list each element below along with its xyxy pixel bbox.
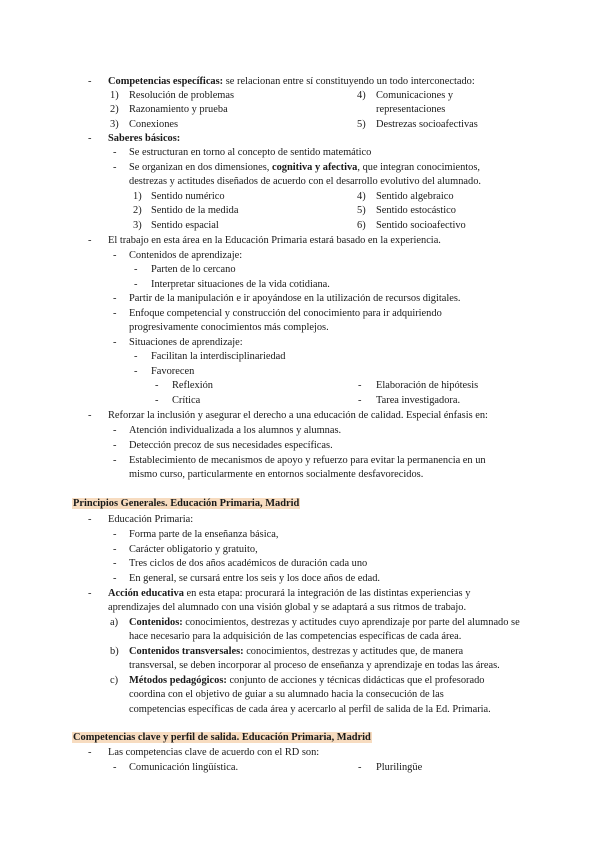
bullet: - [134,366,138,377]
list-number: 4) [357,191,366,202]
list-item: Sentido algebraico [376,191,454,202]
list-number: b) [110,646,119,657]
saberes-text: Se organizan en dos dimensiones, [129,162,272,173]
bullet: - [88,76,92,87]
contenidos-label: Contenidos: [129,617,183,628]
competencias-especificas-line [108,75,475,89]
contenidos-text: conocimientos, destrezas y actitudes cuyo aprendizaje por parte del alumnado se [182,617,520,628]
list-item: Destrezas socioafectivas [376,119,478,130]
bullet: - [113,544,117,555]
trabajo-intro: El trabajo en esta área en la Educación Primaria estará basado en la experiencia. [108,235,441,246]
metodos-text: conjunto de acciones y técnicas didácticas que el profesorado [226,675,485,686]
contenidos-line [129,616,520,630]
principios-heading: Principios Generales. Educación Primaria, Madrid [73,498,300,509]
bullet: - [113,762,117,773]
saberes-line: destrezas y actitudes diseñados de acuerdo con el desarrollo evolutivo del alumnado. [129,176,482,187]
competencias-especificas-text: se relacionan entre sí constituyendo un todo interconectado: [223,76,475,87]
bullet: - [113,455,117,466]
metodos-line [129,674,484,688]
list-number: 5) [357,205,366,216]
competencias-clave-intro: Las competencias clave de acuerdo con el RD son: [108,747,320,758]
list-item: Favorecen [151,366,195,377]
section-heading [72,497,300,511]
list-item: Sentido socioafectivo [376,220,466,231]
competencias-clave-heading: Competencias clave y perfil de salida. Educación Primaria, Madrid [73,732,371,743]
bullet: - [113,573,117,584]
bullet: - [358,380,362,391]
trabajo-situaciones: Situaciones de aprendizaje: [129,337,243,348]
list-item: Enfoque competencial y construcción del conocimiento para ir adquiriendo [129,308,442,319]
bullet: - [358,762,362,773]
bullet: - [113,529,117,540]
list-item: Carácter obligatorio y gratuito, [129,544,258,555]
bullet: - [113,250,117,261]
list-item: Crítica [172,395,201,406]
bullet: - [113,162,117,173]
saberes-text: , que integran conocimientos, [357,162,481,173]
list-item: Forma parte de la enseñanza básica, [129,529,279,540]
list-item: Comunicaciones y [376,90,454,101]
bullet: - [88,235,92,246]
list-item: Sentido numérico [151,191,225,202]
accion-label: Acción educativa [108,588,184,599]
saberes-line: Se estructuran en torno al concepto de sentido matemático [129,147,372,158]
transversales-text: conocimientos, destrezas y actitudes que, de manera [243,646,464,657]
list-number: a) [110,617,119,628]
bullet: - [113,558,117,569]
saberes-line [129,161,480,175]
list-item: mismo curso, particularmente en entornos socialmente desfavorecidos. [129,469,424,480]
transversales-line: transversal, se deben incorporar al proceso de enseñanza y aprendizaje en todas las áreas. [129,660,500,671]
bullet: - [134,264,138,275]
transversales-line [129,645,463,659]
trabajo-contenidos: Contenidos de aprendizaje: [129,250,243,261]
list-number: 5) [357,119,366,130]
bullet: - [155,380,159,391]
list-item: Comunicación lingüística. [129,762,239,773]
list-item: Partir de la manipulación e ir apoyándose en la utilización de recursos digitales. [129,293,461,304]
list-item: Sentido espacial [151,220,219,231]
list-item: En general, se cursará entre los seis y los doce años de edad. [129,573,381,584]
list-item: progresivamente conocimientos más complejos. [129,322,329,333]
list-item: Conexiones [129,119,179,130]
contenidos-line: hace necesario para la adquisición de las competencias específicas de cada área. [129,631,462,642]
bullet: - [113,337,117,348]
competencias-especificas-label: Competencias específicas: [108,76,224,87]
list-item: Tarea investigadora. [376,395,461,406]
list-item: Sentido de la medida [151,205,239,216]
bullet: - [113,425,117,436]
list-item: Resolución de problemas [129,90,235,101]
bullet: - [88,514,92,525]
bullet: - [113,293,117,304]
list-item: Detección precoz de sus necesidades específicas. [129,440,333,451]
bullet: - [88,588,92,599]
list-item: Plurilingüe [376,762,423,773]
bullet: - [88,410,92,421]
metodos-line: competencias específicas de cada área y acercarlo al perfil de salida de la Ed. Primaria. [129,704,491,715]
list-item: Parten de lo cercano [151,264,236,275]
section-heading [72,731,372,745]
list-item: Facilitan la interdisciplinariedad [151,351,286,362]
list-item: Elaboración de hipótesis [376,380,479,391]
transversales-label: Contenidos transversales: [129,646,244,657]
bullet: - [358,395,362,406]
bullet: - [88,747,92,758]
bullet: - [113,308,117,319]
list-item: representaciones [376,104,446,115]
accion-text: en esta etapa: procurará la integración de las distintas experiencias y [183,588,471,599]
bullet: - [155,395,159,406]
list-number: 3) [133,220,142,231]
saberes-basicos-label: Saberes básicos: [108,133,181,144]
list-number: c) [110,675,119,686]
bullet: - [134,351,138,362]
metodos-line: coordina con el objetivo de guiar a su alumnado hacia la consecución de las [129,689,444,700]
list-item: Reflexión [172,380,213,391]
bullet: - [113,147,117,158]
list-item: Interpretar situaciones de la vida cotidiana. [151,279,330,290]
list-number: 2) [133,205,142,216]
list-item: Atención individualizada a los alumnos y alumnas. [129,425,342,436]
list-number: 2) [110,104,119,115]
list-number: 6) [357,220,366,231]
list-item: Sentido estocástico [376,205,456,216]
metodos-label: Métodos pedagógicos: [129,675,227,686]
bullet: - [113,440,117,451]
list-number: 1) [133,191,142,202]
list-number: 4) [357,90,366,101]
saberes-bold: cognitiva y afectiva [271,162,358,173]
list-number: 3) [110,119,119,130]
accion-line: aprendizajes del alumnado con una visión global y se adaptará a sus ritmos de trabajo. [108,602,467,613]
list-number: 1) [110,90,119,101]
list-item: Tres ciclos de dos años académicos de duración cada uno [129,558,368,569]
list-item: Establecimiento de mecanismos de apoyo y refuerzo para evitar la permanencia en un [129,455,486,466]
principios-ep: Educación Primaria: [108,514,194,525]
accion-line [108,587,470,601]
bullet: - [134,279,138,290]
bullet: - [88,133,92,144]
inclusion-intro: Reforzar la inclusión y asegurar el derecho a una educación de calidad. Especial énfasis en: [108,410,488,421]
list-item: Razonamiento y prueba [129,104,228,115]
